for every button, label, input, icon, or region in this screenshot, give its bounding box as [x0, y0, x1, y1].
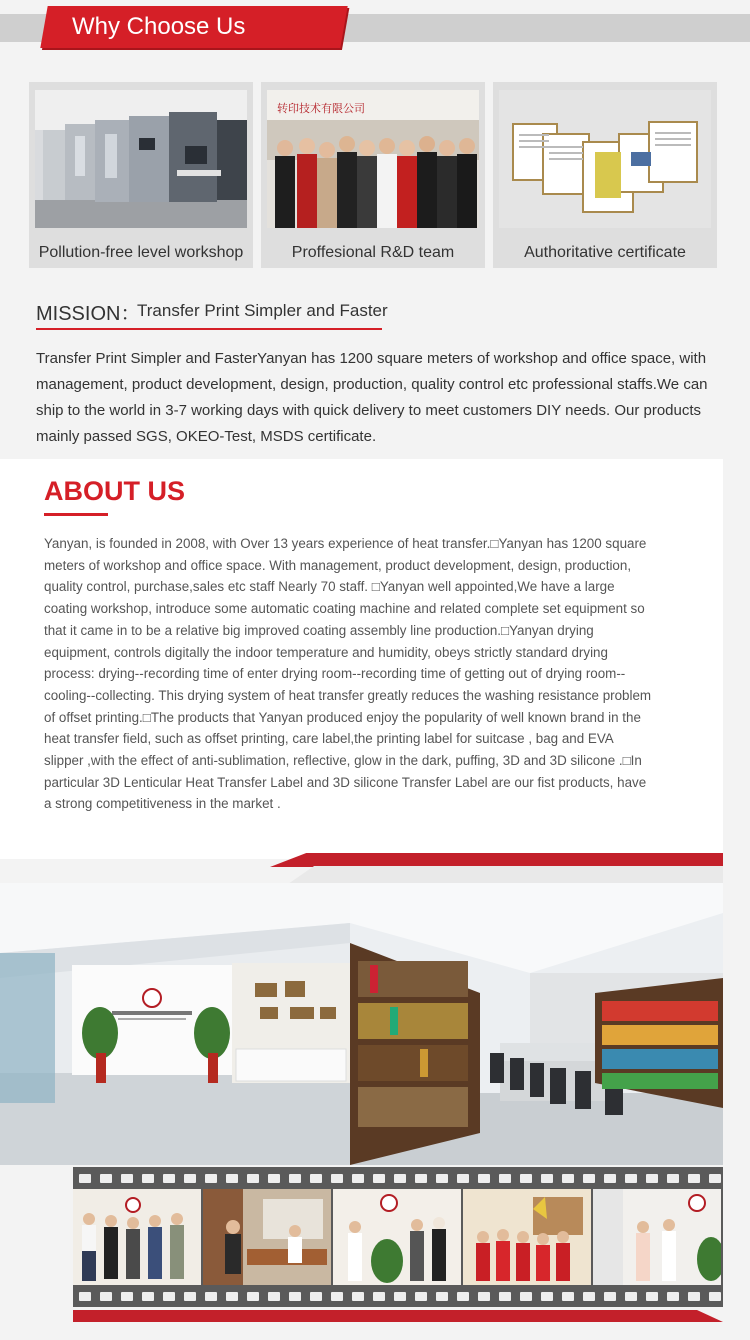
client-photo: [73, 1189, 201, 1285]
mission-label: MISSION：: [36, 303, 141, 325]
about-title: ABOUT US: [44, 476, 185, 506]
feature-card-workshop: [29, 82, 253, 268]
mission-text: Transfer Print Simpler and FasterYanyan has 1200 square meters of workshop and office space, with management, product development, design, production, quality control etc professional staffs.We can ship to the world in 3-7 working days with quick delivery to meet customers DIY needs. Our products mainly passed SGS, OKEO-Test, MSDS certificate.: [36, 350, 708, 445]
card-caption: Proffesional R&D team: [291, 244, 455, 261]
decorative-stripe: [288, 866, 723, 884]
film-strip: [73, 1167, 723, 1307]
client-photo: [333, 1189, 461, 1285]
svg-text:转印技术有限公司: 转印技术有限公司: [277, 102, 365, 115]
office-library-photo: [350, 883, 723, 1165]
card-caption: Pollution-free level workshop: [38, 244, 244, 261]
feature-card-certificate: [493, 82, 717, 268]
client-photo: [593, 1189, 721, 1285]
feature-card-team: [261, 82, 485, 268]
team-photo: [267, 90, 479, 228]
decorative-stripe: [73, 1310, 723, 1322]
office-lobby-photo: [0, 883, 350, 1165]
workshop-photo: [35, 90, 247, 228]
decorative-stripe: [270, 853, 723, 867]
mission-subtitle: Transfer Print Simpler and Faster: [137, 301, 388, 320]
certificate-photo: [499, 90, 711, 228]
mission-underline: [36, 328, 382, 330]
client-photo: [203, 1189, 331, 1285]
company-logo-icon: [143, 989, 161, 1007]
film-holes: [73, 1285, 723, 1307]
about-underline: [44, 513, 108, 516]
card-caption: Authoritative certificate: [524, 244, 686, 261]
about-text: Yanyan, is founded in 2008, with Over 13 years experience of heat transfer.□Yanyan has 1200 square meters of workshop and office space. With management, product development, design, production, quality control, purchase,sales etc staff Nearly 70 staff. □Yanyan well appointed,We have a large coating workshop, introduce some automatic coating machine and related complete set equipment so that it came in to be a relative big improved coating assembly line production.□Yanyan drying equipment, controls digitally the indoor temperature and humidity, obeys strictly standard drying process: drying--recording time of enter drying room--recording time of getting out of drying room--cooling--collecting. This drying system of heat transfer greatly reduces the washing resistance problem of offset printing.□The products that Yanyan produced enjoy the popularity of well known brand in the heat transfer field, such as offset printing, care label,the printing label for suitcase , bag and EVA slipper ,with the effect of anti-sublimation, reflective, glow in the dark, puffing, 3D and 3D silicone .□In particular 3D Lenticular Heat Transfer Label and 3D silicone Transfer Label are our fist products, have a strong competitiveness in the market .: [44, 536, 652, 812]
client-photo: [463, 1189, 591, 1285]
film-holes: [73, 1167, 723, 1189]
section-title: Why Choose Us: [72, 13, 246, 40]
